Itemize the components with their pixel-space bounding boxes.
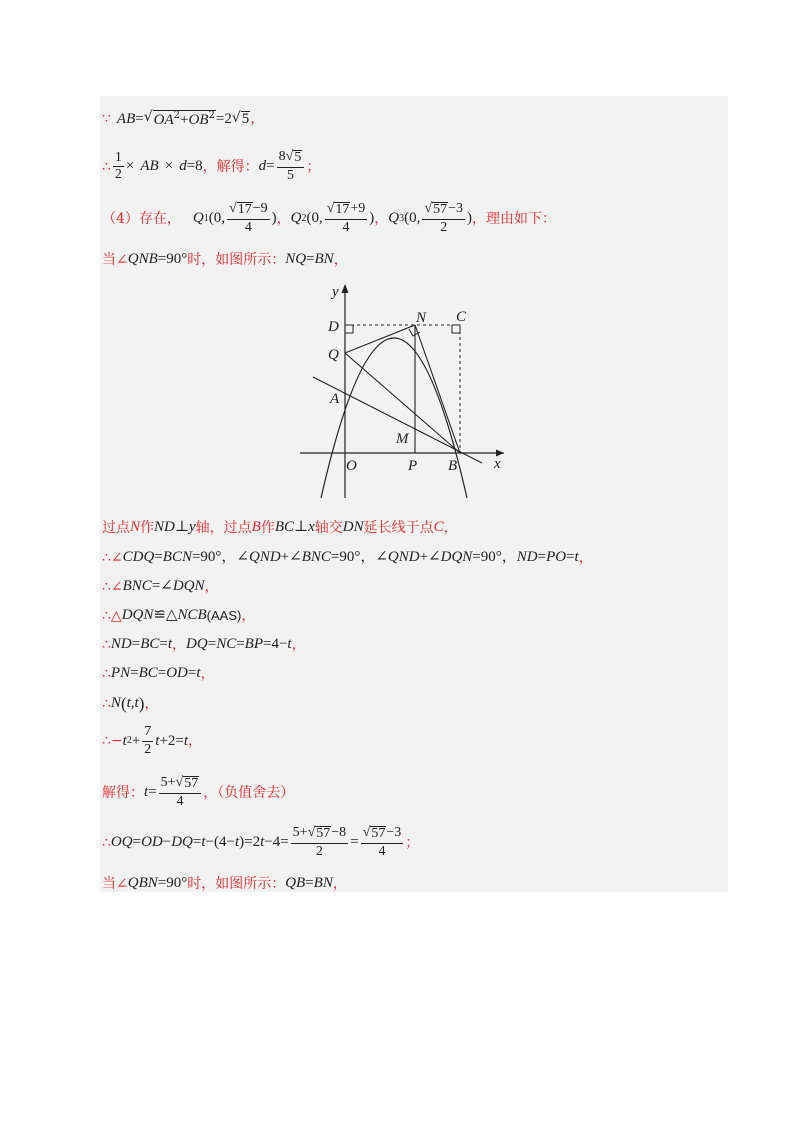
right-angle-c	[452, 325, 460, 333]
line-pn: ∴ PN = BC = OD = t ，	[102, 665, 215, 682]
line-angle-equal: ∴∠ BNC =∠ DQN ，	[102, 578, 219, 595]
label-m: M	[396, 431, 409, 447]
line-point-n: ∴ N ( t , t ) ，	[102, 694, 159, 713]
sqrt-oa-ob: √ $OA^2+OB^2$	[143, 109, 215, 128]
line-solution: 解得： t = 5+ √ 57 4 ，（负值舍去）	[102, 775, 295, 809]
label-d: D	[328, 319, 339, 335]
label-a: A	[330, 391, 340, 407]
label-p: P	[408, 458, 418, 474]
label-b: B	[448, 458, 458, 474]
line-oq: ∴ OQ = OD − DQ = t −(4− t )=2 t −4= 5+ √ 57 −8 2 = √ 57 −3 4 ；	[102, 825, 420, 859]
label-q: Q	[328, 347, 339, 363]
label-o: O	[346, 458, 357, 474]
line-q-points: （4）存在， Q 1 (0, √ 17 −9 4 ) ， Q 2 (0, √ 17 +9 4 ) ， Q 3 (0, √ 57 −3 2 ) ，理由如下：	[102, 201, 556, 235]
geometry-figure	[296, 280, 508, 502]
label-n: N	[416, 310, 427, 326]
line-construction: 过点 N 作 ND ⊥ y 轴，过点 B 作 BC ⊥ x 轴交 DN 延长线于点 C ，	[102, 519, 458, 536]
label-x: x	[494, 456, 501, 472]
fraction-half: $\frac{1}{2}$	[114, 149, 122, 183]
line-segments: ∴ ND = BC = t ， DQ = NC = BP =4− t ，	[102, 636, 306, 653]
line-ab-length: ∵ AB = √ $OA^2+OB^2$ =2 √ 5 ，	[102, 109, 265, 128]
label-c: C	[456, 309, 467, 325]
label-y: y	[332, 284, 339, 300]
right-angle-d	[345, 325, 353, 333]
line-case-qnb: 当∠ QNB =90° 时，如图所示： NQ = BN ，	[102, 251, 348, 268]
y-axis-arrow-icon	[342, 284, 349, 293]
line-area-d: ∴ $\frac{1}{2}$ × AB × d =8 ，解得： d = 8 √ 5 5 ；	[102, 149, 321, 183]
line-angles: ∴∠ CDQ = BCN =90°，∠ QND +∠ BNC =90°，∠ QND +∠ DQN =90°， ND = PO = t ，	[102, 549, 593, 566]
line-congruent: ∴△ DQN ≌△ NCB (AAS) ，	[102, 607, 256, 624]
fraction-d: 8 √ 5 5	[277, 150, 305, 183]
line-equation: ∴− t 2 + $\frac{7}{2}$ t +2= t ，	[102, 724, 203, 757]
segment-qn	[345, 325, 415, 353]
line-case-qbn: 当∠ QBN =90° 时，如图所示： QB = BN ，	[102, 875, 347, 892]
line-ab	[313, 377, 482, 463]
